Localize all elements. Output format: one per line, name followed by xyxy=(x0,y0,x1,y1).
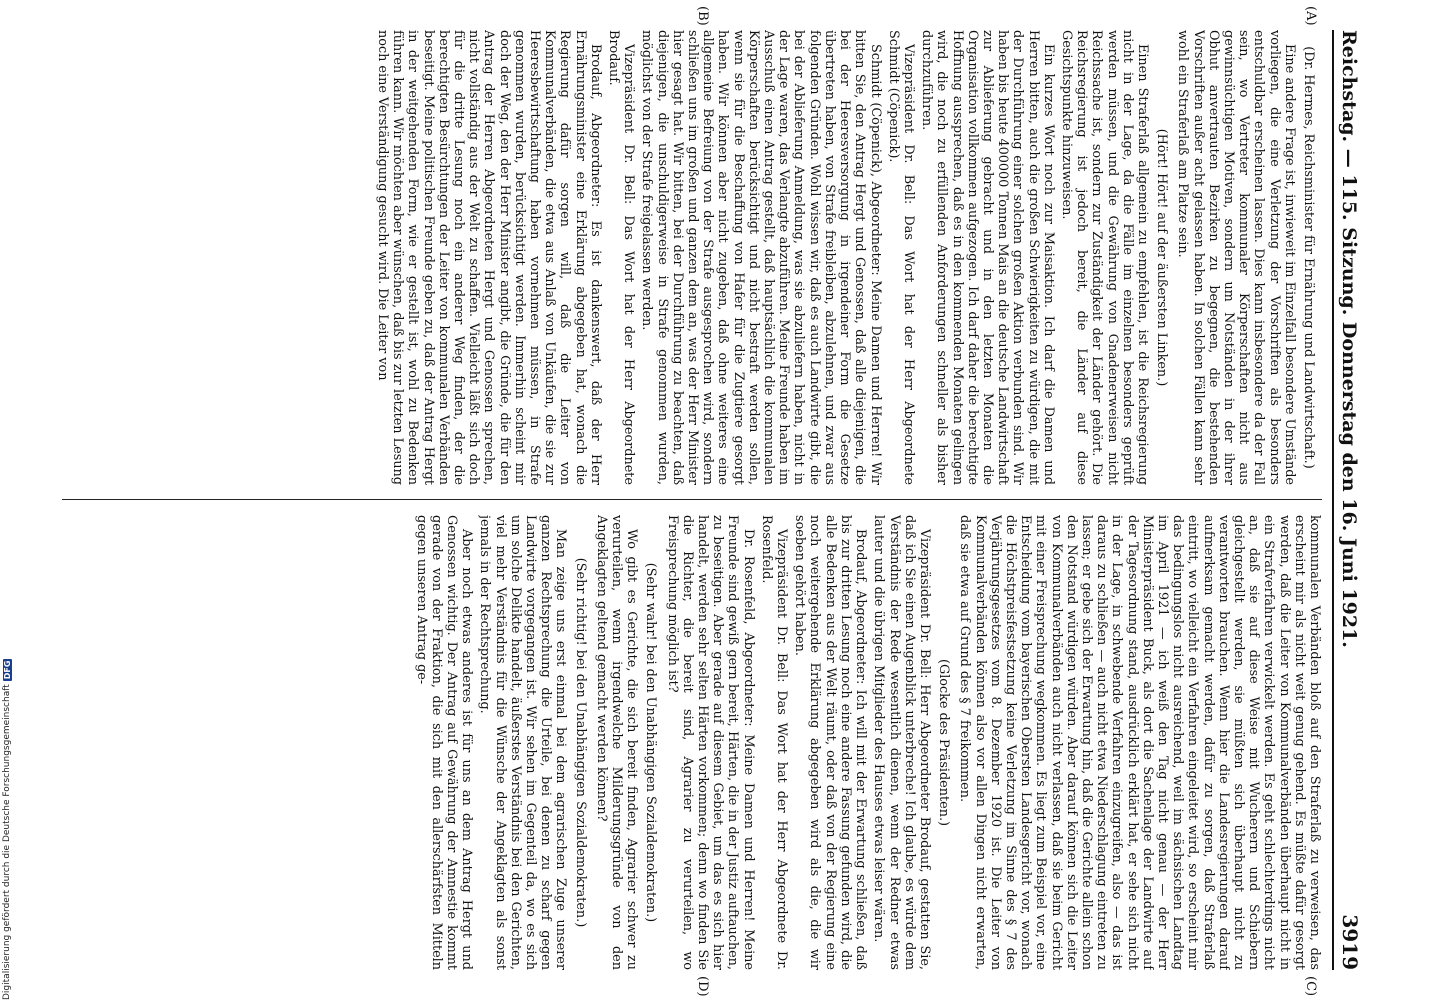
margin-marker-d: (D) xyxy=(695,976,710,997)
paragraph: Eine andere Frage ist, inwieweit im Einzelfall besondere Umstände vorliegen, die eine Verletzung der Vorschriften als besonders entschuldbar erscheinen lassen. Dies kann insbesondere da der Fall sein, wo Vertreter kommunaler Körperschaften nicht aus gewinnsüchtigen Motiven, sondern um Notständen in der ihrer Obhut anvertrauten Bezirken zu begegnen, die bestehenden Vorschriften außer acht gelassen haben. In solchen Fällen kann sehr wohl ein Straferlaß am Platze sein. xyxy=(1175,30,1297,485)
paragraph: kommunalen Verbänden bloß auf den Straferlaß zu verweisen, das erscheint mir als nicht weit genug gehend. Es müßte dafür gesorgt werden, daß die Leiter von Kommunalverbänden überhaupt nicht in ein Strafverfahren verwickelt werden. Es geht schlechterdings nicht an, daß sie auf diese Weise mit Wucherern und Schiebern gleichgestellt werden, sie müßten sich überhaupt nicht zu verantworten brauchen. Wenn hier die Landesregierungen darauf aufmerksam gemacht werden, dafür zu sorgen, daß Straferlaß eintritt, wo vielleicht ein Verfahren eingeleitet wird, so erscheint mir das bedingungslos nicht ausreichend, weil im sächsischen Landtag im April 1921 — ich weiß den Tag nicht genau — der Herr Ministerpräsident Buck, als dort die Sachenlage der Landwirte auf der Tagesordnung stand, ausdrücklich erklärt hat, er sehe sich nicht in der Lage, in schwebende Verfahren einzugreifen, also — das ist daraus zu schließen — auch nicht etwa Niederschlagung eintreten zu lassen; er gebe sich der Erwartung hin, daß die Gerichte allein schon den Notstand würdigen würden. Aber darauf können sich die Leiter von Kommunalverbänden auch nicht verlassen, daß sie beim Gericht mit einer Freisprechung wegkommen. Es liegt zum Beispiel vor, eine Entscheidung vom bayerischen Obersten Landesgericht vor, wonach die Höchstpreisfestsetzung keine Verletzung im Sinne des § 7 des Verjährungsgesetzes vom 8. Dezember 1920 ist. Die Leiter von Kommunalverbänden können also vor allen Dingen nicht erwarten, daß sie etwa auf Grund des § 7 freikommen. xyxy=(957,515,1322,970)
speaker-announcement: Vizepräsident Dr. Bell: Herr Abgeordneter Brodauf, gestatten Sie, daß ich Sie einen Augenblick unterbreche! Ich glaube, es würde dem Verständnis der Rede wesentlich dienen, wenn der Redner etwas lauter und die übrigen Mitglieder des Hauses etwas leiser wären. xyxy=(871,515,932,970)
paragraph: Man zeige uns erst einmal bei dem agrarischen Zuge unserer ganzen Rechtsprechung die Urteile, bei denen zu scharf gegen Landwirte vorgegangen ist. Wir sehen im Gegenteil da, wo es sich um solche Delikte handelt, äußerstes Verständnis bei den Gerichten, viel mehr Verständnis für die Wünsche der Angeklagten als sonst jemals in der Rechtsprechung. xyxy=(477,515,569,970)
document-page xyxy=(48,0,1378,1000)
page-header xyxy=(1332,30,1366,970)
column-divider xyxy=(62,499,1322,500)
page-number: 3919 xyxy=(1338,914,1362,970)
interjection: (Hört! Hört! auf der äußersten Linken.) xyxy=(1154,128,1170,387)
paragraph: Aber noch etwas anderes ist für uns an dem Antrag Hergt und Genossen wichtig. Der Antrag auf Gewährung der Amnestie kommt gerade von der Fraktion, die sich mit den allerschärfsten Mitteln gegen unseren Antrag ge- xyxy=(413,515,475,970)
right-column xyxy=(62,515,1322,970)
interjection: (Sehr richtig! bei den Unabhängigen Sozialdemokraten.) xyxy=(572,557,588,928)
left-column xyxy=(62,30,1322,485)
paragraph: Brodauf, Abgeordneter: Ich will mit der Erwartung schließen, daß bis zur dritten Lesung noch eine andere Fassung gefunden wird, die alle Bedenken aus der Welt räumt, oder daß von der Regierung eine noch weitergehende Erklärung abgegeben wird als die, die wir soeben gehört haben. xyxy=(792,515,869,970)
paragraph: (Dr. Hermes, Reichsminister für Ernährung und Landwirtschaft.) xyxy=(1301,46,1316,469)
dfg-logo-icon: DFG xyxy=(2,660,12,680)
paragraph: Schmidt (Cöpenick), Abgeordneter: Meine Damen und Herren! Wir bitten Sie, den Antrag Hergt und Genossen, daß alle diejenigen, die bei der Heeresversorgung in irgendeiner Form die Gesetze übertreten haben, von Strafe freibleiben, abzulehnen, und zwar aus folgenden Gründen. Wohl wissen wir, daß es auch Landwirte gibt, die bei der Ablieferung Anmeldung, was sie abzuliefern haben, nicht in der Lage waren, das Verlangte abzuführen. Meine Freunde haben im Ausschuß einen Antrag gestellt, daß hauptsächlich die kommunalen Körperschaften berücksichtigt und nicht bestraft werden sollen, wenn sie für die Beschaffung von Hafer für die Zugtiere gesorgt haben. Wir können aber nicht zugeben, daß ohne weiteres eine allgemeine Befreiung von der Strafe ausgesprochen wird, sondern schließen uns im großen und ganzen dem an, was der Herr Minister hier gesagt hat. Wir bitten, bei der Durchführung zu beachten, daß diejenigen, die unschuldigerweise in Strafe genommen wurden, möglichst von der Strafe freigelassen werden. xyxy=(639,30,883,485)
paragraph: Einen Straferlaß allgemein zu empfehlen, ist die Reichsregierung nicht in der Lage, da die Fälle im einzelnen besonders geprüft werden müssen, und die Gewährung von Gnadenerweisen nicht Reichssache ist, sondern zur Zuständigkeit der Länder gehört. Die Reichsregierung ist jedoch bereit, die Länder auf diese Gesichtspunkte hinzuweisen. xyxy=(1058,30,1150,485)
interjection: (Sehr wahr! bei den Unabhängigen Sozialdemokraten.) xyxy=(643,562,659,923)
paragraph: Brodauf, Abgeordneter: Es ist dankenswert, daß der Herr Ernährungsminister eine Erklärung abgegeben hat, wonach die Regierung dafür sorgen will, daß die Leiter von Kommunalverbänden, die etwa aus Anlaß von Unkäufen, die sie zur Heeresbewirtschaftung haben vornehmen müssen, in Strafe genommen wurden, berücksichtigt werden. Immerhin scheint mir doch der Weg, den der Herr Minister angibt, die Gründe, die für den Antrag der Herren Abgeordneten Hergt und Genossen sprechen, nicht vollständig aus der Welt zu schaffen. Vielleicht läßt sich doch für die dritte Lesung noch ein anderer Weg finden, der die berechtigten Besürchtungen der Leiter von kommunalen Verbänden beseitigt. Meine politischen Freunde geben zu, daß der Antrag Hergt in der weitgehenden Form, wie er gestellt ist, wohl zu Bedenken führen kann. Wir möchten aber wünschen, daß bis zur letzten Lesung noch eine Verständigung gesucht wird. Die Leiter von xyxy=(375,30,603,485)
credit-text: Digitalisierung gefördert durch die Deutsche Forschungsgemeinschaft xyxy=(2,684,12,1000)
margin-marker-a: (A) xyxy=(1303,6,1318,26)
paragraph: Dr. Rosenfeld, Abgeordneter: Meine Damen und Herren! Meine Freunde sind gewiß gern bereit, Härten, die in der Justiz auftauchen, zu beseitigen. Aber gerade auf diesem Gebiet, um das es sich hier handelt, werden sehr selten Härten vorkommen; denn wo finden Sie die Richter, die bereit sind, Agrarier zu verurteilen, wo Freisprechung möglich ist? xyxy=(664,515,756,970)
header-title: Reichstag. — 115. Sitzung. Donnerstag den 16. Juni 1921. xyxy=(1338,30,1360,648)
paragraph: Ein kurzes Wort noch zur Maisaktion. Ich darf die Damen und Herren bitten, auch die großen Schwierigkeiten zu würdigen, die mit der Durchführung einer solchen großen Aktion verbunden sind. Wir haben bis heute 400000 Tonnen Mais an die deutsche Landwirtschaft zur Ablieferung gebracht und in den letzten Monaten die Organisation vollkommen aufgezogen. Ich darf daher die berechtigte Hoffnung aussprechen, daß es in den kommenden Monaten gelingen wird, die noch zu erfüllenden Anforderungen schneller als bisher durchzuführen. xyxy=(919,30,1056,485)
margin-marker-c: (C) xyxy=(1303,976,1318,997)
digitization-credit xyxy=(2,600,12,1000)
paragraph: Wo gibt es Gerichte, die sich bereit finden, Agrarier schwer zu verurteilen, wenn irgendwelche Milderungsgründe von den Angeklagten geltend gemacht werden können? xyxy=(593,515,640,970)
margin-marker-b: (B) xyxy=(695,6,710,26)
speaker-announcement: Vizepräsident Dr. Bell: Das Wort hat der Herr Abgeordnete Brodauf. xyxy=(606,30,637,485)
interjection: (Glocke des Präsidenten.) xyxy=(936,658,952,826)
speaker-announcement: Vizepräsident Dr. Bell: Das Wort hat der Herr Abgeordnete Dr. Rosenfeld. xyxy=(758,515,790,970)
speaker-announcement: Vizepräsident Dr. Bell: Das Wort hat der Herr Abgeordnete Schmidt (Cöpenick). xyxy=(885,30,916,485)
